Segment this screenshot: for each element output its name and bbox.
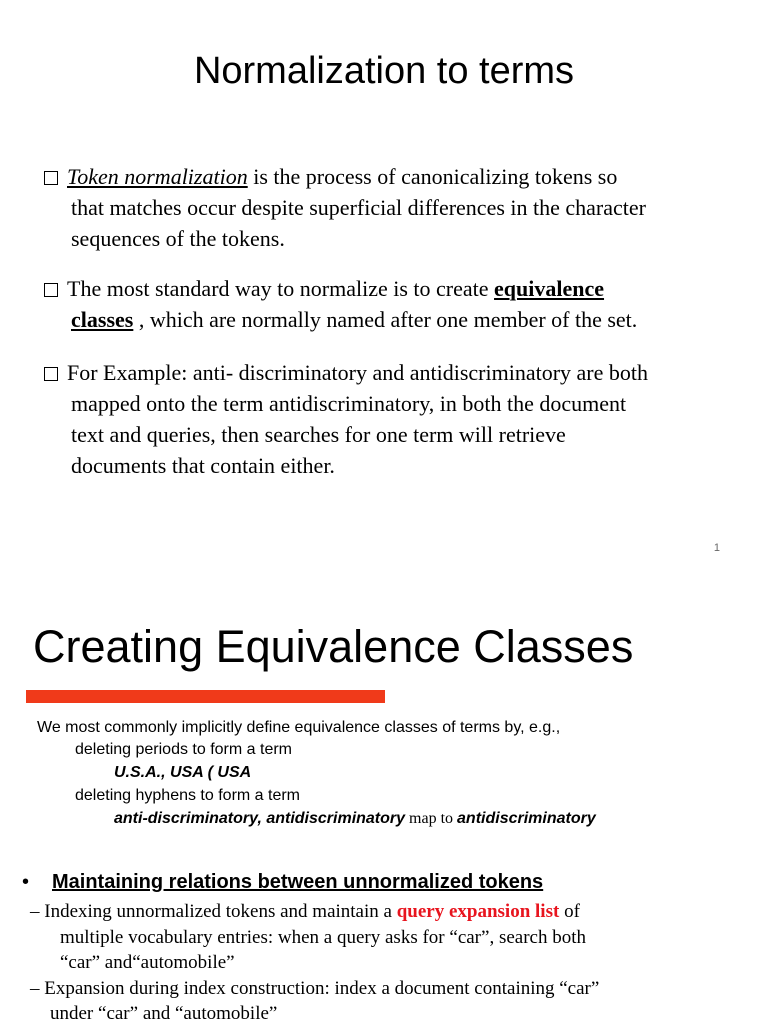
accent-bar xyxy=(26,690,385,703)
rule-deleting-hyphens: deleting hyphens to form a term xyxy=(75,787,301,804)
page-number: 1 xyxy=(713,542,720,554)
list-item-continuation: under “car” and “automobile” xyxy=(50,1003,278,1024)
example-antidiscriminatory: anti-discriminatory, antidiscriminatory map to antidiscriminatory xyxy=(114,810,596,827)
term-token-normalization: Token normalization xyxy=(67,164,248,189)
slide2-title: Creating Equivalence Classes xyxy=(33,621,634,672)
paragraph-equivalence-classes: The most standard way to normalize is to create equivalence classes , which are normally named after one member of the set. xyxy=(44,273,760,335)
bullet-heading: • Maintaining relations between unnormalized tokens xyxy=(22,871,544,893)
paragraph-example: For Example: anti- discriminatory and antidiscriminatory are both mapped onto the term antidiscriminatory, in both the document text and queries, then searches for one term will retrieve documents that contain either. xyxy=(44,357,760,481)
bullet-icon: • xyxy=(22,871,30,893)
list-item-continuation: “car” and“automobile” xyxy=(60,952,235,973)
list-item-continuation: multiple vocabulary entries: when a query asks for “car”, search both xyxy=(60,927,586,948)
checkbox-bullet-icon xyxy=(44,283,58,297)
checkbox-bullet-icon xyxy=(44,367,58,381)
checkbox-bullet-icon xyxy=(44,171,58,185)
intro-text: We most commonly implicitly define equivalence classes of terms by, e.g., xyxy=(37,719,561,736)
paragraph-token-normalization: Token normalization is the process of canonicalizing tokens so that matches occur despite superficial differences in the character sequences of the tokens. xyxy=(44,161,760,254)
rule-deleting-periods: deleting periods to form a term xyxy=(75,741,292,758)
list-item-query-expansion: – Indexing unnormalized tokens and maintain a query expansion list of xyxy=(30,901,580,922)
slide1-title: Normalization to terms xyxy=(193,50,575,92)
example-usa: U.S.A., USA ( USA xyxy=(114,764,252,781)
list-item-index-expansion: – Expansion during index construction: index a document containing “car” xyxy=(30,978,600,999)
highlight-query-expansion-list: query expansion list xyxy=(396,901,560,922)
